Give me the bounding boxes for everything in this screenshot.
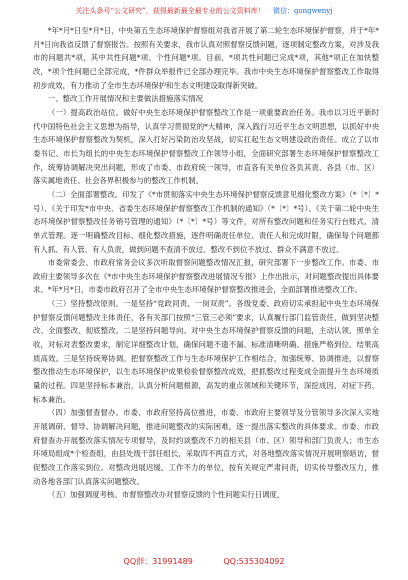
footer bbox=[0, 556, 408, 572]
section-heading: 一、整改工作开展情况和主要做法措施落实情况 bbox=[47, 94, 204, 104]
paragraph-4: （三）坚持整改原则。一是坚持“党政同责、一岗双责”。各级党委、政府切实承担起中央生态环境保护督察反馈问题整改主体责任，各有关部门按照“三管三必须”要求，认真履行部门监管责任，做到坚决整改、全面整改、彻底整改。二是坚持问题导向。对中央生态环境保护督察反馈的问题，主动认领、照单全收，对标对表整改要求，制定详细整改计划，确保问题不遗不漏、标准清晰明确、措施严格到位、结果高质高效。三是坚持统筹协调。把督察整改工作与生态环境保护工作相结合，加强统筹、协调推进，以督察整改推动生态环境保护，以生态环境保护成果检验督察整改成效，把抓整改过程变成全面提升生态环境质量的过程。四是坚持标本兼治，认真分析问题根源，高发的重点领域和关键环节，深挖成因、对症下药、标本兼治。 bbox=[33, 299, 379, 404]
footer-qq: QQ:535304092 bbox=[223, 557, 285, 566]
document-body bbox=[33, 24, 379, 502]
footer-qq-group: QQ群：31991489 bbox=[123, 557, 193, 566]
paragraph-6: （五）加强调度考核。市督察整改办对督察反馈的个性问题实行日调度， bbox=[47, 490, 285, 500]
header-wechat-text: 微信：gongwenyj bbox=[272, 7, 333, 15]
paragraph-intro: *年*月*日至*月*日，中央第五生态环境保护督察组对我省开展了第二轮生态环境保护督察，并于*年*月*日向我省反馈了督察报告。按照有关要求，我市认真对照督察反馈问题，逐项制定整改方案，对涉及我市的问题共*项，其中共性问题*项、个性问题*项。目前，*项共性问题已完成*项，其他*项正在加快整改，*项个性问题已全部完成，*件群众举报件已全部办理完毕。我市中央生态环境保护督察整改工作取得初步成效，有力推动了全市生态环境保护和生态文明建设取得新突破。 bbox=[33, 26, 379, 90]
paragraph-2: （二）全面部署整改。印发了《*市贯彻落实中央生态环境保护督察反馈意见细化整改方案》（*〔*〕*号）、《关于印发*市中央、省委生态环境保护督察整改工作机制的通知》（*〔*〕*号）、《关于第二轮中央生态环境保护督察整改任务销号管理的通知》（*〔*〕*号）等文件，对所有整改问题和任务实行台账式、清单式管理。逐一明确整改目标、细化整改措施，逐件明确责任单位、责任人和完成时限，确保每个问题都有人抓、有人管、有人负责，做到问题不查清不放过、整改不到位不放过、群众不满意不放过。 bbox=[33, 189, 379, 254]
header-banner bbox=[0, 3, 408, 19]
paragraph-5: （四）加强督查督办。市委、市政府坚持高位推进，市委、市政府主要领导及分管领导多次深入实地开展调研、督导、协调解决问题，推进问题整改的实际困难，逐一提出落实整改的具体要求。市委、市政府督查办开展整改落实情况专项督导，及时约谈整改不力的相关县（市、区）领导和部门负责人；市生态环境局组成*个检查组，由县处级干部任组长，采取四不两直方式，对各地整改落实情况开展明察暗访，督促整改工作落实到位。对整改进展迟缓、工作不力的单位，按有关规定严肃问责，切实传导整改压力，推动各地各部门认真落实问题整改。 bbox=[33, 408, 379, 486]
paragraph-3: 市委常委会、市政府常务会议多次听取督察问题整改情况汇报，研究部署下一步整改工作。市委、市政府主要领导多次在《*市中央生态环境保护督察整改进展情况专报》上作出批示，对问题整改提出具体要求。*年*月*日，市委市政府召开了全市中央生态环境保护督察整改推进会，全面部署推进整改工作。 bbox=[33, 258, 379, 295]
header-promo-text: 关注头条号“公文研究”，获得最新最全最专业的公文资料库！ bbox=[75, 7, 265, 15]
paragraph-1: （一）提高政治站位。做好中央生态环境保护督察整改工作是一项重要政治任务。我市以习近平新时代中国特色社会主义思想为指导，认真学习贯彻党的*大精神，深入践行习近平生态文明思想，以抓好中央生态环境保护督察整改为契机，深入打好污染防治攻坚战，切实扛起生态文明建设政治责任。成立了以市委书记、市长为组长的中央生态环境保护督察整改工作领导小组，全面研究部署生态环境保护督察整改工作，统筹协调解决突出问题，形成了市委、市政府统一领导，市直各有关单位各负其责、各县（市、区）落实属地责任、社会各界积极参与的整改工作机制。 bbox=[33, 107, 379, 186]
